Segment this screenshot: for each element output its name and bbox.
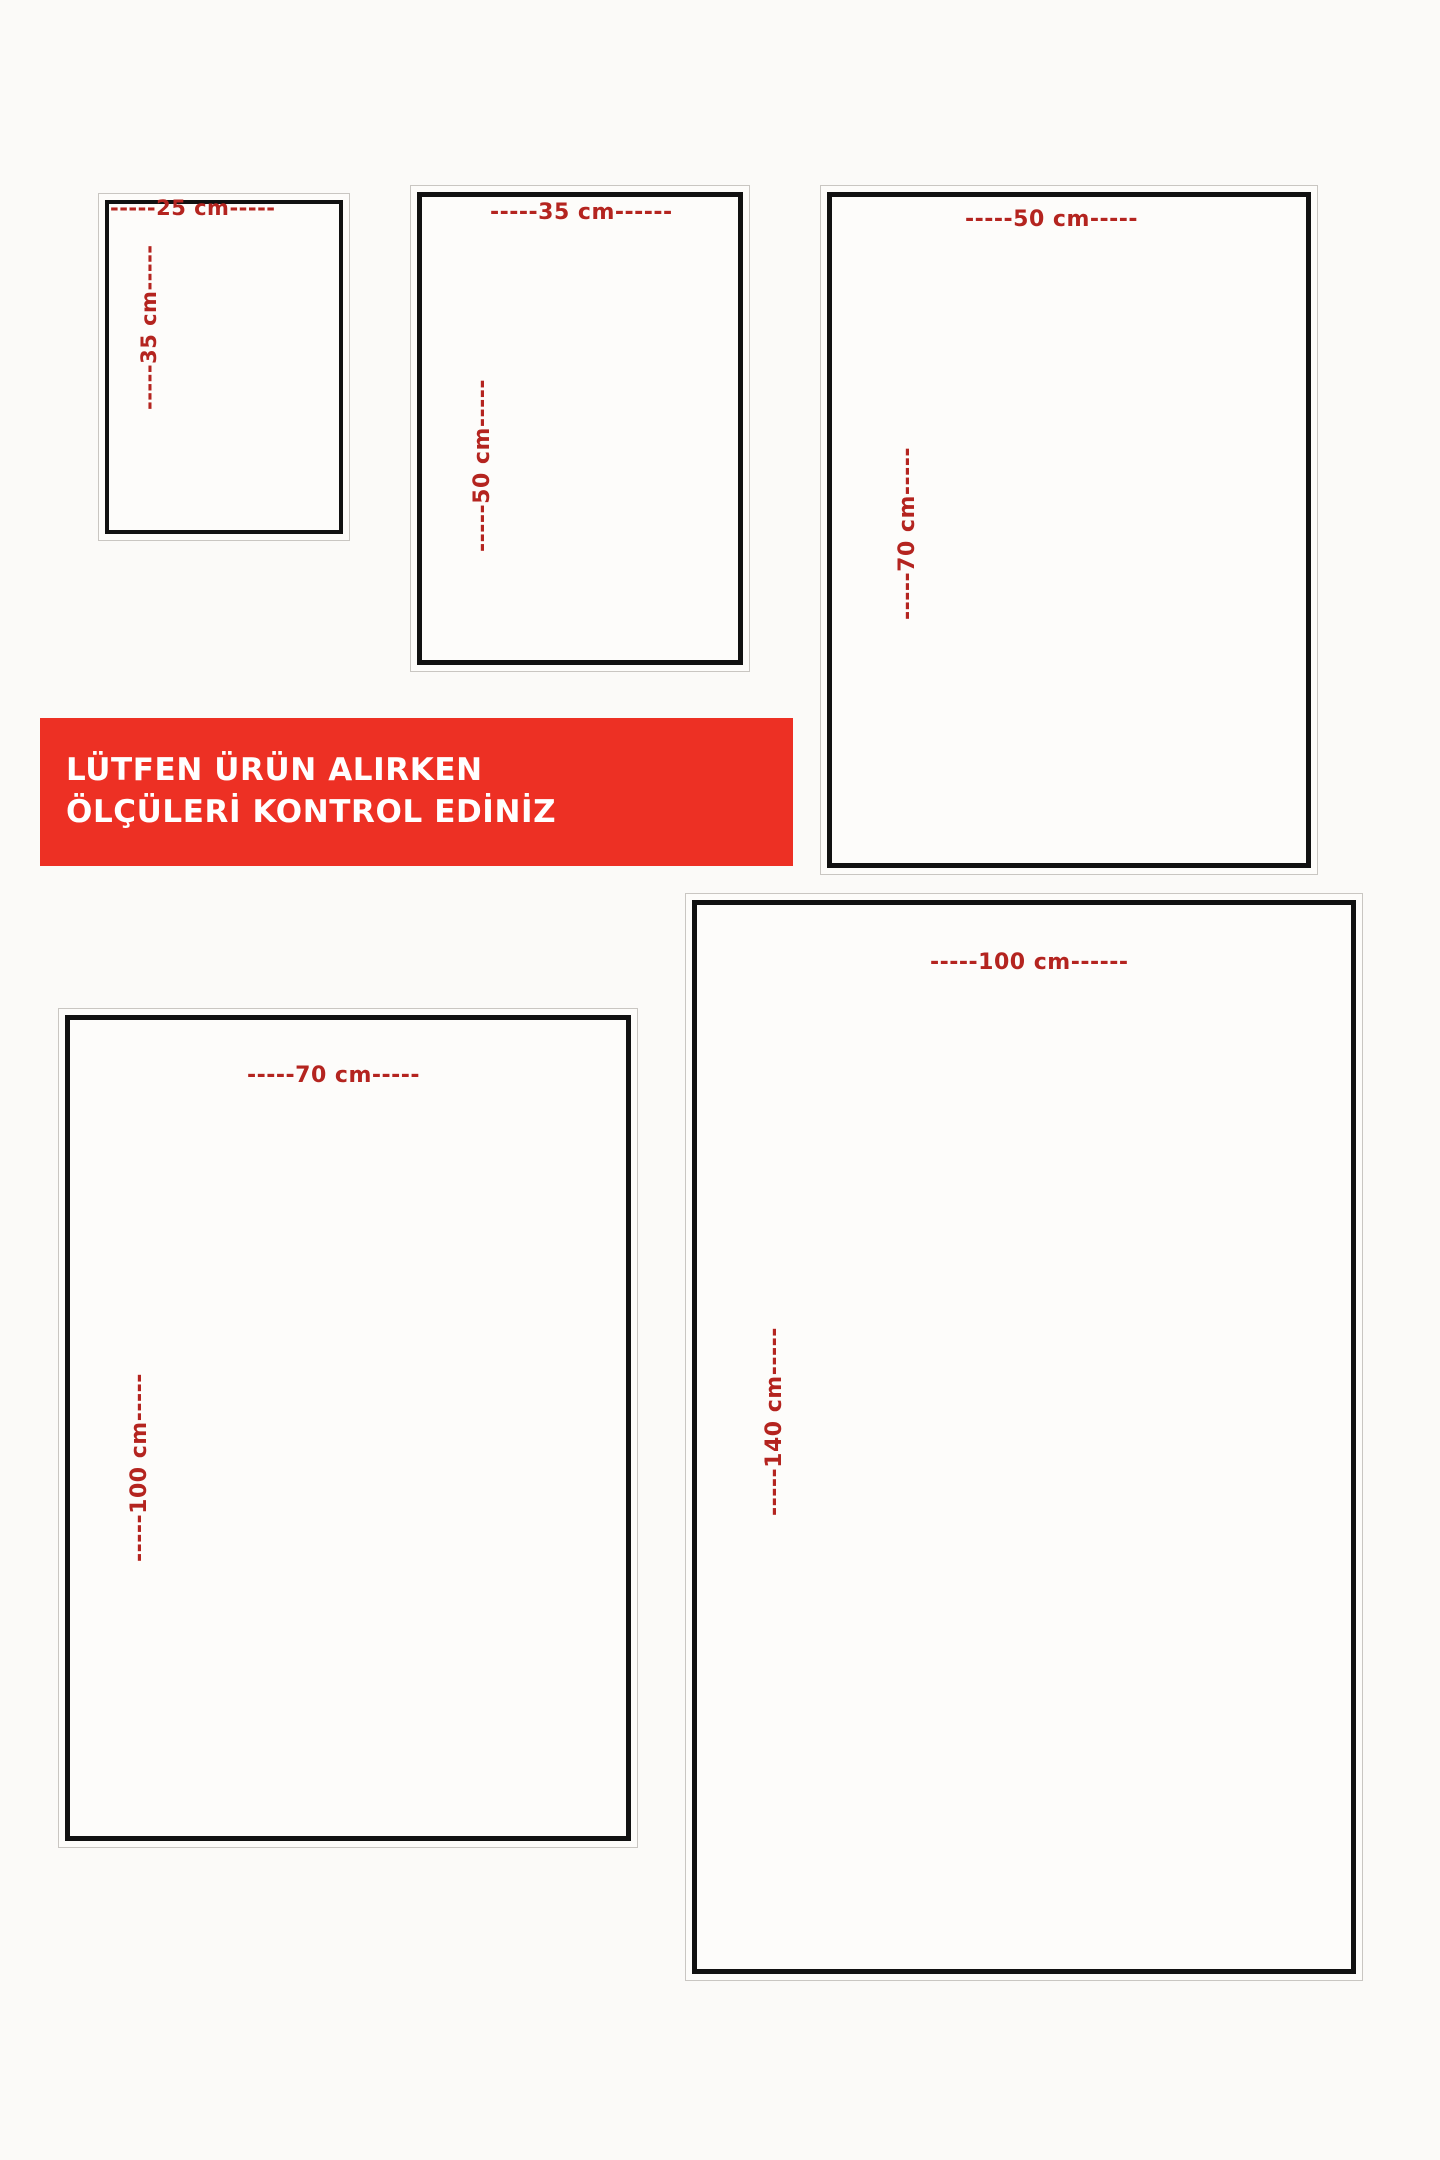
size-warning-line-1: LÜTFEN ÜRÜN ALIRKEN [66,752,483,789]
size-warning-line-2: ÖLÇÜLERİ KONTROL EDİNİZ [66,794,557,830]
frame-100x140-width-label: -----100 cm------ [930,950,1129,975]
frame-50x70-width-label: -----50 cm----- [965,207,1139,232]
frame-35x50 [410,185,750,672]
frame-70x100-height-label: -----100 cm----- [127,1373,152,1562]
frame-25x35-height-label: -----35 cm----- [137,244,161,410]
frame-100x140-height-label: -----140 cm----- [762,1327,787,1516]
size-warning-banner [40,718,793,866]
frame-50x70-height-label: -----70 cm----- [895,446,920,620]
frame-25x35 [98,193,350,541]
frame-70x100-width-label: -----70 cm----- [247,1063,421,1088]
frame-35x50-width-label: -----35 cm------ [490,200,673,225]
frame-25x35-width-label: -----25 cm----- [110,196,276,220]
frame-35x50-mat [417,192,743,665]
frame-100x140-mat [692,900,1356,1974]
frame-35x50-height-label: -----50 cm----- [470,378,495,552]
